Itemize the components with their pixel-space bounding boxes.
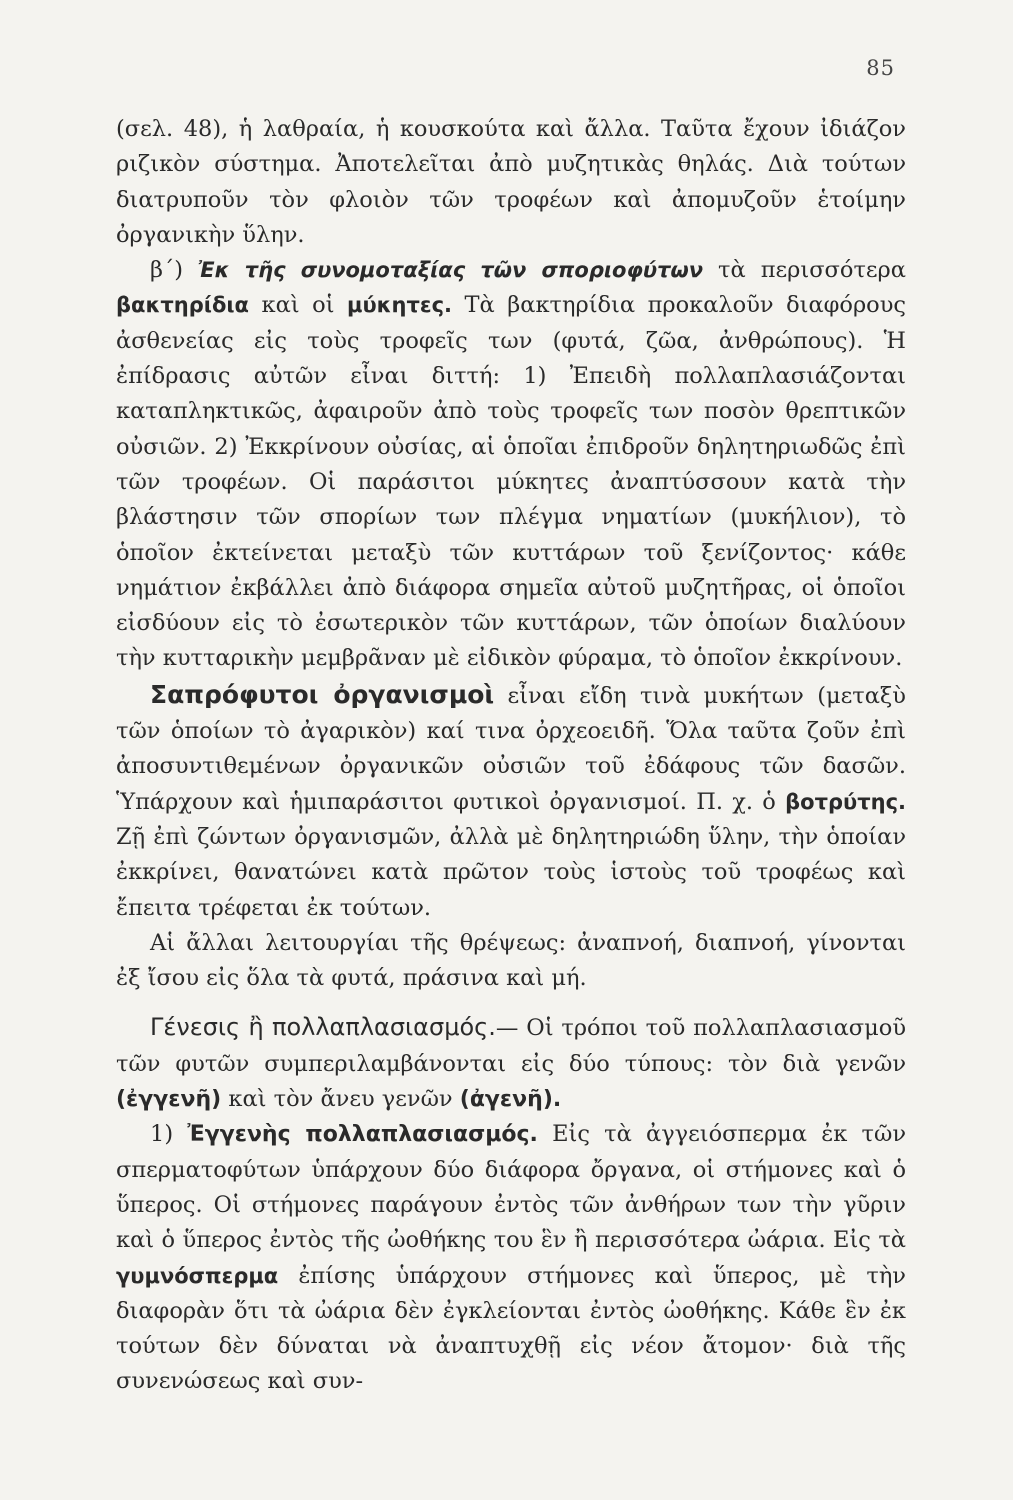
paragraph-sexual-reproduction (116, 1117, 906, 1399)
page-number: 85 (866, 56, 895, 80)
term-fungi: μύκητες. (347, 293, 453, 318)
text-run: Εἰς τὰ ἀγγειόσπερμα ἐκ τῶν σπερματοφύτων ὑπάρχουν δύο διάφορα ὄργανα, οἱ στήμονες καὶ ὁ ὕπερος. Οἱ στήμονες παράγουν ἐντὸς τῶν ἀνθήρων των τὴν γῦριν καὶ ὁ ὕπερος ἐντὸς τῆς ὠοθήκης του ἓν ἢ περισσότερα ὠάρια. Εἰς τὰ (116, 1121, 907, 1254)
text-run: — Οἱ τρόποι τοῦ πολλαπλασιασμοῦ τῶν φυτῶν συμπεριλαμβάνονται εἰς δύο τύπους: τὸν διὰ γενῶν (116, 1015, 906, 1077)
paragraph-reproduction (116, 1010, 906, 1117)
text-run: ἐπίσης ὑπάρχουν στήμονες καὶ ὕπερος, μὲ τὴν διαφορὰν ὅτι τὰ ὠάρια δὲν ἐγκλείονται ἐντὸς ὠοθήκης. Κάθε ἓν ἐκ τούτων δὲν δύναται νὰ ἀναπτυχθῇ εἰς νέον ἄτομον· διὰ τῆς συνενώσεως καὶ συν- (116, 1262, 906, 1395)
term-botrytis: βοτρύτης. (785, 789, 906, 814)
term-asexual: (ἀγενῆ). (459, 1087, 562, 1113)
term-sporophytes: Ἐκ τῆς συνομοταξίας τῶν σποριοφύτων (198, 258, 704, 283)
paragraph-parasites-intro (116, 112, 906, 253)
term-sexual: (ἐγγενῆ) (116, 1087, 222, 1113)
paragraph-saprophytes (116, 677, 906, 926)
section-heading-reproduction: Γένεσις ἢ πολλαπλασιασμός. (150, 1013, 496, 1042)
text-run: καὶ τὸν ἄνευ γενῶν (221, 1086, 460, 1113)
paragraph-other-functions (116, 926, 906, 997)
paragraph-sporophytes (116, 253, 906, 677)
text-run: εἶναι εἴδη τινὰ μυκήτων (μεταξὺ τῶν ὁποίων τὸ ἀγαρικὸν) καί τινα ὀρχεοειδῆ. Ὅλα ταῦτα ζοῦν ἐπὶ ἀποσυντιθεμένων ὀργανικῶν οὐσιῶν τοῦ ἐδάφους τῶν δασῶν. Ὑπάρχουν καὶ ἡμιπαράσιτοι φυτικοὶ ὀργανισμοί. Π. χ. ὁ (116, 682, 906, 815)
term-saprophytes: Σαπρόφυτοι ὀργανισμοὶ (150, 679, 495, 709)
text-run: Τὰ βακτηρίδια προκαλοῦν διαφόρους ἀσθενείας εἰς τοὺς τροφεῖς των (φυτά, ζῶα, ἀνθρώπους). Ἡ ἐπίδρασις αὐτῶν εἶναι διττή: 1) Ἐπειδὴ πολλαπλασιάζονται καταπληκτικῶς, ἀφαιροῦν ἀπὸ τοὺς τροφεῖς των ποσὸν θρεπτικῶν οὐσιῶν. 2) Ἐκκρίνουν οὐσίας, αἱ ὁποῖαι ἐπιδροῦν δηλητηριωδῶς ἐπὶ τῶν τροφέων. Οἱ παράσιτοι μύκητες ἀναπτύσσουν κατὰ τὴν βλάστησιν τῶν σπορίων των πλέγμα νηματίων (μυκήλιον), τὸ ὁποῖον ἐκτείνεται μεταξὺ τῶν κυττάρων τοῦ ξενίζοντος· κάθε νημάτιον ἐκβάλλει ἀπὸ διάφορα σημεῖα αὐτοῦ μυζητῆρας, οἱ ὁποῖοι εἰσδύουν εἰς τὸ ἐσωτερικὸν τῶν κυττάρων, τῶν ὁποίων διαλύουν τὴν κυτταρικὴν μεμβρᾶναν μὲ εἰδικὸν φύραμα, τὸ ὁποῖον ἐκκρίνουν. (116, 292, 907, 672)
term-bacteria: βακτηρίδια (116, 293, 249, 318)
subsection-heading-sexual: Ἐγγενὴς πολλαπλασιασμός. (187, 1122, 538, 1148)
page-body (116, 112, 906, 1400)
text-run: Ζῇ ἐπὶ ζώντων ὀργανισμῶν, ἀλλὰ μὲ δηλητηριώδη ὕλην, τὴν ὁποίαν ἐκκρίνει, θανατώνει κατὰ πρῶτον τοὺς ἱστοὺς τοῦ τροφέως καὶ ἔπειτα τρέφεται ἐκ τούτων. (116, 823, 906, 921)
term-gymnosperms: γυμνόσπερμα (116, 1263, 279, 1288)
text-run: τὰ περισσότερα (703, 257, 906, 284)
text-run: β΄) (150, 257, 199, 284)
text-run: Αἱ ἄλλαι λειτουργίαι τῆς θρέψεως: ἀναπνοή, διαπνοή, γίνονται ἐξ ἴσου εἰς ὅλα τὰ φυτά, πράσινα καὶ μή. (116, 929, 906, 992)
text-run: καὶ οἱ (248, 292, 347, 319)
text-run: (σελ. 48), ἡ λαθραία, ἡ κουσκούτα καὶ ἄλλα. Ταῦτα ἔχουν ἰδιάζον ριζικὸν σύστημα. Ἀποτελεῖται ἀπὸ μυζητικὰς θηλάς. Διὰ τούτων διατρυποῦν τὸν φλοιὸν τῶν τροφέων καὶ ἀπομυζοῦν ἑτοίμην ὀργανικὴν ὕλην. (116, 116, 906, 248)
text-run: 1) (150, 1121, 188, 1148)
